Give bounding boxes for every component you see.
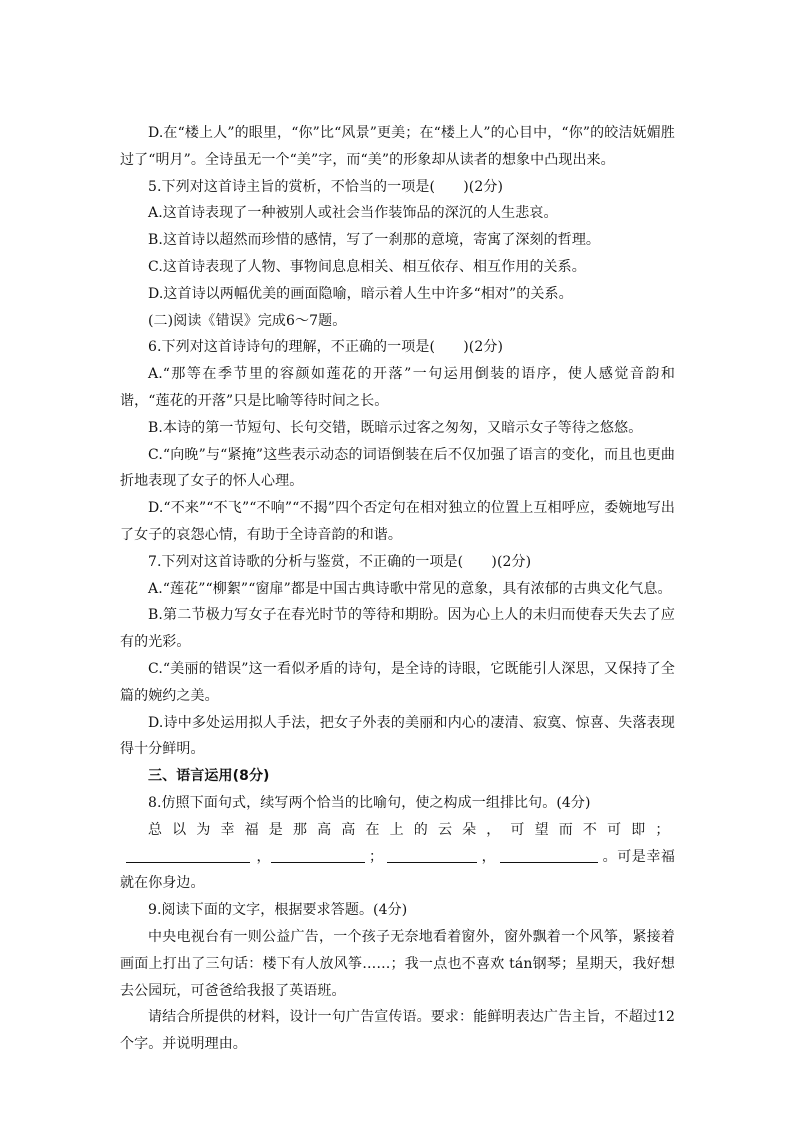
- q7-option-c: C.“美丽的错误”这一看似矛盾的诗句，是全诗的诗眼，它既能引人深思，又保持了全篇的婉约之美。: [120, 660, 675, 704]
- q8-sentence: [120, 817, 675, 897]
- q6-stem: 6.下列对这首诗诗句的理解，不正确的一项是( )(2分): [148, 339, 504, 356]
- q5-option-a: A.这首诗表现了一种被别人或社会当作装饰品的深沉的人生悲哀。: [148, 205, 558, 222]
- q9-stem: 9.阅读下面的文字，根据要求答题。(4分): [148, 902, 408, 919]
- part2-heading: (二)阅读《错误》完成6～7题。: [148, 312, 347, 329]
- q9-task: 请结合所提供的材料，设计一句广告宣传语。要求：能鲜明表达广告主旨，不超过12个字。并说明理由。: [120, 1009, 675, 1053]
- q8-ending: 。可是幸福就在你身边。: [120, 848, 675, 892]
- q7-option-d: D.诗中多处运用拟人手法，把女子外表的美丽和内心的凄清、寂寞、惊喜、失落表现得十分鲜明。: [120, 714, 675, 758]
- q4-option-d-line1: D.在“楼上人”的眼里，“你”比“风景”更美；在“楼上人”的心目中，“你”的皎洁: [148, 125, 633, 141]
- q8-answer-blank-1[interactable]: [126, 848, 250, 863]
- q6-option-d: D.“不来”“不飞”“不响”“不揭”四个否定句在相对独立的位置上互相呼应，委婉地写出了女子的哀怨心情，有助于全诗音韵的和谐。: [120, 500, 675, 543]
- q6-option-b: B.本诗的第一节短句、长句交错，既暗示过客之匆匆，又暗示女子等待之悠悠。: [148, 419, 643, 436]
- q8-answer-blank-2[interactable]: [271, 848, 365, 863]
- q5-stem: 5.下列对这首诗主旨的赏析，不恰当的一项是( )(2分): [148, 178, 504, 195]
- q8-example: 总以为幸福是那高高在上的云朵，可望而不可即；: [148, 821, 675, 838]
- q8-answer-blank-4[interactable]: [500, 848, 598, 863]
- page-content: [120, 120, 675, 1058]
- q8-answer-blank-3[interactable]: [387, 848, 477, 863]
- q6-option-c: C.“向晚”与“紧掩”这些表示动态的词语倒装在后不仅加强了语言的变化，而且也更曲折地表现了女子的怀人心理。: [120, 446, 675, 490]
- q8-comma-2: ，: [481, 848, 497, 865]
- q6-option-a: A.“那等在季节里的容颜如莲花的开落”一句运用倒装的语序，使人感觉音韵和谐，“莲花的开落”只是比喻等待时间之长。: [120, 366, 675, 409]
- q9-material: 中央电视台有一则公益广告，一个孩子无奈地看着窗外，窗外飘着一个风筝，紧接着画面上打出了三句话：楼下有人放风筝……；我一点也不喜欢 tán钢琴；星期天，我好想去公园玩，可爸爸给我报了英语班。: [120, 928, 675, 999]
- q7-option-a: A.“莲花”“柳絮”“窗扉”都是中国古典诗歌中常见的意象，具有浓郁的古典文化气息。: [148, 580, 672, 597]
- q8-semicolon: ；: [369, 848, 384, 865]
- q8-comma-1: ，: [256, 848, 272, 865]
- q5-option-c: C.这首诗表现了人物、事物间息息相关、相互依存、相互作用的关系。: [148, 258, 586, 275]
- q4-option-d: [120, 120, 675, 174]
- q8-stem: 8.仿照下面句式，续写两个恰当的比喻句，使之构成一组排比句。(4分): [148, 794, 591, 811]
- q4-option-d-line2: 妩媚胜过了“明月”。全诗虽无一个“美”字，而“美”的形象却从读者的想象中凸现出来。: [120, 125, 675, 168]
- q7-option-b: B.第二节极力写女子在春光时节的等待和期盼。因为心上人的未归而使春天失去了应有的光彩。: [120, 607, 675, 651]
- q5-option-d: D.这首诗以两幅优美的画面隐喻，暗示着人生中许多“相对”的关系。: [148, 285, 573, 302]
- q5-option-b: B.这首诗以超然而珍惜的感情，写了一刹那的意境，寄寓了深刻的哲理。: [148, 232, 601, 249]
- section3-heading: 三、语言运用(8分): [148, 768, 270, 785]
- q7-stem: 7.下列对这首诗歌的分析与鉴赏，不正确的一项是( )(2分): [148, 553, 532, 570]
